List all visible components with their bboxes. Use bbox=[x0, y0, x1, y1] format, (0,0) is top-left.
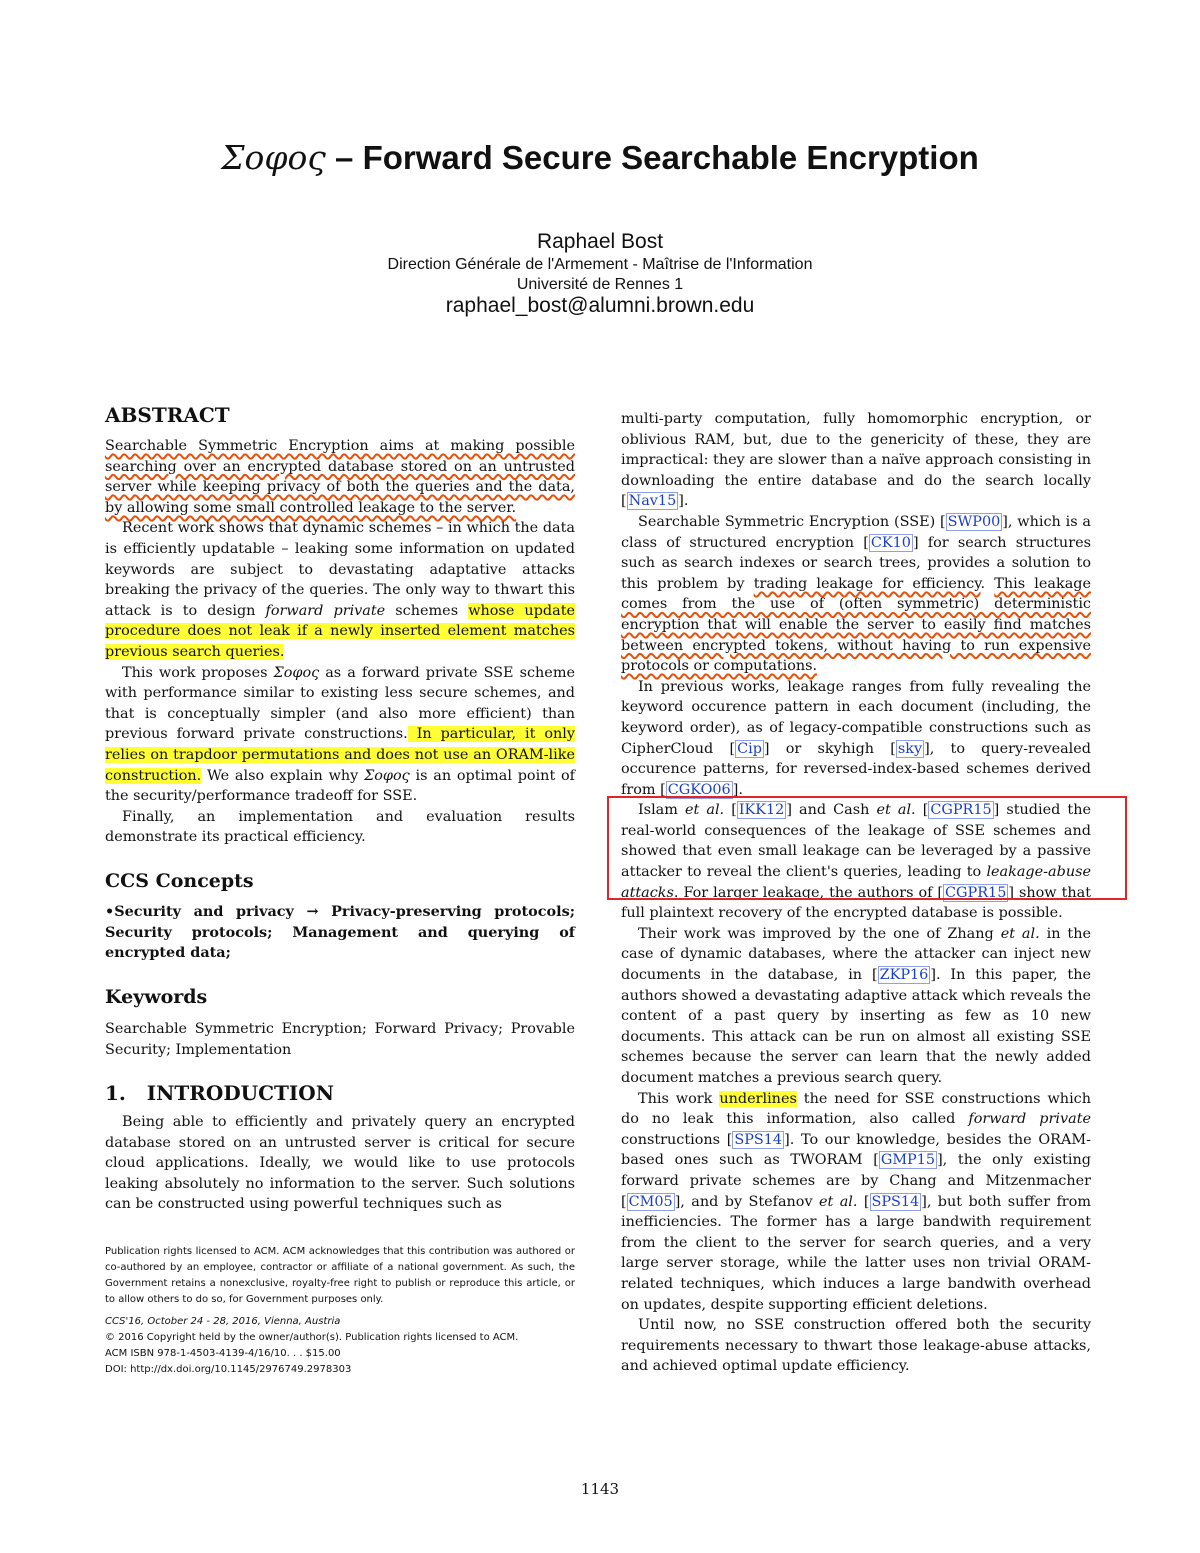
author-affiliation-1: Direction Générale de l'Armement - Maîtrise de l'Information bbox=[387, 256, 813, 273]
right-p4-text-e: ] studied the real-world consequences of the leakage of SSE schemes and showed that even small leakage can be leveraged by a passive attacker to reveal the client's queries, leading to bbox=[621, 802, 1091, 881]
introduction-paragraph-1: Being able to efficiently and privately query an encrypted database stored on an untrusted server is critical for secure cloud applications. Ideally, we would like to use protocols leaking absolutely no information to the server. Such solutions can be constructed using powerful techniques such as bbox=[105, 1114, 575, 1213]
citation-link[interactable]: CGPR15 bbox=[945, 884, 1007, 901]
right-paragraph-5 bbox=[621, 924, 1091, 1089]
abstract-paragraph-1 bbox=[105, 436, 575, 518]
right-p3-text-b: ] or skyhigh [ bbox=[763, 740, 896, 757]
right-p6-text-d: ]. To our knowledge, besides the ORAM-based ones such as TWORAM [ bbox=[621, 1131, 1091, 1169]
right-p6-text-e: ], the only existing forward private schemes are by Chang and Mitzenmacher [ bbox=[621, 1152, 1091, 1210]
citation-link[interactable]: CGPR15 bbox=[930, 802, 992, 819]
title-text: – Forward Secure Searchable Encryption bbox=[325, 139, 979, 176]
right-paragraph-2 bbox=[621, 512, 1091, 677]
footnote-rights: Publication rights licensed to ACM. ACM acknowledges that this contribution was authored or co-authored by an employee, contractor or affiliate of a national government. As such, the Government retains a nonexclusive, royalty-free right to publish or reproduce this article, or to allow others to do so, for Government purposes only. bbox=[105, 1246, 575, 1305]
right-p4-text-f: . For larger leakage, the authors of [ bbox=[673, 884, 944, 901]
right-p6-text-b: the need for SSE constructions which do no leak this information, also called bbox=[621, 1090, 1092, 1128]
right-p6-text-h: ], but both suffer from inefficiencies. The former has a large bandwith requirement from the client to the server for search queries, and a very large server storage, while the latter uses non trivial ORAM-related techniques, which induces a large bandwith overhead on updates, despite supporting efficient deletions. bbox=[621, 1193, 1091, 1313]
right-paragraph-7: Until now, no SSE construction offered both the security requirements necessary to thwart those leakage-abuse attacks, and achieved optimal update efficiency. bbox=[621, 1317, 1091, 1375]
keywords-heading: Keywords bbox=[105, 986, 208, 1008]
abstract-p2-emphasis: forward private bbox=[265, 602, 386, 619]
citation-link[interactable]: SPS14 bbox=[871, 1193, 920, 1210]
footnote-copyright: © 2016 Copyright held by the owner/author(s). Publication rights licensed to ACM. bbox=[105, 1332, 519, 1343]
right-p2-text-c: ] for search structures such as search indexes or search trees, provides a solution to this problem by bbox=[621, 534, 1091, 592]
right-p4-text-d: [ bbox=[915, 802, 929, 819]
abstract-paragraph-4: Finally, an implementation and evaluation results demonstrate its practical efficiency. bbox=[105, 808, 575, 846]
right-p4-text-g: ] show that full plaintext recovery of the encrypted database is possible. bbox=[621, 884, 1091, 922]
right-p1-text-b: ]. bbox=[678, 493, 689, 510]
right-p6-emphasis: forward private bbox=[968, 1111, 1091, 1128]
right-p5-emphasis: et al. bbox=[1000, 925, 1040, 942]
footnote-conference: CCS'16, October 24 - 28, 2016, Vienna, Austria bbox=[105, 1316, 341, 1327]
abstract-p3-text-c: We also explain why bbox=[201, 767, 365, 784]
abstract-p2-text-b: schemes bbox=[385, 602, 469, 619]
ccs-heading: CCS Concepts bbox=[105, 870, 254, 892]
citation-link[interactable]: SWP00 bbox=[947, 513, 1001, 530]
right-p3-text-c: ], to query-revealed occurence patterns, for reversed-index-based schemes derived from [ bbox=[621, 740, 1092, 798]
citation-link[interactable]: ZKP16 bbox=[879, 967, 929, 984]
citation-link[interactable]: CGKO06 bbox=[667, 781, 731, 798]
abstract-p3-text-b: as a forward private SSE scheme with performance similar to existing less secure schemes, and that is conceptually simpler (and also more efficient) than previous forward private constructions. bbox=[105, 664, 575, 743]
citation-link[interactable]: GMP15 bbox=[880, 1152, 936, 1169]
wavy-annotation[interactable]: This leakage comes from the use of (often symmetric) deterministic encryption that will enable the server to easily find matches between encrypted tokens, without having to run expensive protocols or computations. bbox=[621, 575, 1092, 675]
right-p4-text-b: [ bbox=[724, 802, 737, 819]
author-affiliation-2: Université de Rennes 1 bbox=[516, 276, 684, 293]
page-number: 1143 bbox=[580, 1480, 620, 1498]
abstract-heading: ABSTRACT bbox=[105, 403, 230, 427]
citation-link[interactable]: Cip bbox=[737, 740, 762, 757]
citation-link[interactable]: SPS14 bbox=[734, 1131, 783, 1148]
citation-link[interactable]: CK10 bbox=[870, 534, 911, 551]
highlight-annotation[interactable]: underlines bbox=[719, 1090, 797, 1107]
right-p2-text: Searchable Symmetric Encryption (SSE) [ bbox=[638, 513, 946, 530]
wavy-annotation[interactable]: trading leakage for efficiency bbox=[753, 575, 981, 592]
right-p4-emphasis: leakage-abuse attacks bbox=[621, 864, 1091, 901]
right-p4-text-c: ] and Cash bbox=[786, 802, 877, 819]
right-p4-text: Islam bbox=[638, 802, 685, 819]
citation-link[interactable]: IKK12 bbox=[738, 802, 785, 819]
right-p2-text-b: ], which is a class of structured encryption [ bbox=[621, 513, 1091, 551]
right-p5-text-c: ]. In this paper, the authors showed a devastating adaptive attack which reveals the content of a past query by inserting as few as 10 new documents. This attack can be run on almost all existing SSE schemes because the server can learn that the newly added document matches a previous search query. bbox=[621, 967, 1092, 1086]
footnote-block bbox=[105, 1244, 575, 1378]
right-p6-text: This work bbox=[638, 1090, 720, 1107]
abstract-highlight-2[interactable]: In particular, it only relies on trapdoor permutations and does not use an ORAM-like construction. bbox=[105, 726, 575, 784]
right-p6-text-c: constructions [ bbox=[621, 1131, 733, 1148]
keywords-paragraph: Searchable Symmetric Encryption; Forward Privacy; Provable Security; Implementation bbox=[105, 1021, 575, 1058]
right-paragraph-3 bbox=[621, 677, 1091, 801]
right-paragraph-1 bbox=[621, 409, 1091, 512]
abstract-p2-text: Recent work shows that dynamic schemes – in which the data is efficiently updatable – leaking some information on updated keywords are subject to devastating adaptative attacks breaking the privacy of the queries. The only way to thwart this attack is to design bbox=[105, 520, 575, 619]
footnote-isbn: ACM ISBN 978-1-4503-4139-4/16/10. . . $15.00 bbox=[105, 1348, 341, 1359]
right-p6-text-f: ], and by Stefanov bbox=[674, 1193, 820, 1210]
citation-link[interactable]: Nav15 bbox=[628, 493, 677, 510]
citation-link[interactable]: CM05 bbox=[628, 1193, 673, 1210]
right-p6-text-g: [ bbox=[857, 1193, 870, 1210]
abstract-highlight-1[interactable]: whose update procedure does not leak if a newly inserted element matches previous search queries. bbox=[105, 602, 576, 660]
right-p1-text: multi-party computation, fully homomorphic encryption, or oblivious RAM, but, due to the genericity of these, they are impractical: they are slower than a naïve approach consisting in downloading the entire database and do the search locally [ bbox=[621, 411, 1091, 510]
abstract-p3-greek-2: Σοφος bbox=[364, 767, 410, 784]
ccs-text: •Security and privacy → Privacy-preserving protocols; Security protocols; Management and querying of encrypted data; bbox=[105, 903, 575, 962]
keywords-text bbox=[105, 1019, 575, 1060]
footnote-doi-link[interactable]: http://dx.doi.org/10.1145/2976749.2978303 bbox=[130, 1364, 352, 1375]
right-p5-text: Their work was improved by the one of Zhang bbox=[638, 925, 1001, 942]
right-p4-emphasis: et al. bbox=[876, 802, 916, 819]
introduction-heading: 1. INTRODUCTION bbox=[105, 1081, 334, 1105]
abstract-body bbox=[105, 436, 575, 848]
author-email[interactable]: raphael_bost@alumni.brown.edu bbox=[445, 294, 755, 317]
abstract-wavy-annotation[interactable]: Searchable Symmetric Encryption aims at making possible searching over an encrypted database stored on an untrusted server while keeping privacy of both the queries and the data, by allowing some small controlled leakage to the server. bbox=[105, 438, 575, 516]
abstract-paragraph-2 bbox=[105, 518, 575, 662]
right-paragraph-6 bbox=[621, 1089, 1091, 1316]
right-p5-text-b: in the case of dynamic databases, where the attacker can inject new documents in the database, in [ bbox=[621, 925, 1091, 984]
introduction-body bbox=[105, 1112, 575, 1215]
right-p4-emphasis: et al. bbox=[684, 802, 725, 819]
title-greek: Σοφος bbox=[221, 138, 326, 177]
footnote-doi-label: DOI: bbox=[105, 1364, 131, 1375]
right-p6-emphasis: et al. bbox=[819, 1193, 858, 1210]
paper-title bbox=[0, 138, 1200, 177]
author-name: Raphael Bost bbox=[536, 230, 664, 253]
abstract-p3-text-d: is an optimal point of the security/performance tradeoff for SSE. bbox=[105, 767, 575, 805]
right-p3-text: In previous works, leakage ranges from fully revealing the keyword occurence pattern in each document (including, the keyword order), as of legacy-compatible constructions such as CipherCloud [ bbox=[621, 678, 1091, 757]
abstract-paragraph-3 bbox=[105, 663, 575, 807]
citation-link[interactable]: sky bbox=[897, 740, 923, 757]
right-p3-text-d: ]. bbox=[732, 781, 743, 798]
right-p2-text-d: . bbox=[980, 575, 995, 592]
abstract-p3-text: This work proposes bbox=[122, 664, 274, 681]
abstract-p3-greek: Σοφος bbox=[273, 664, 320, 681]
selection-box-annotation[interactable] bbox=[607, 796, 1127, 900]
